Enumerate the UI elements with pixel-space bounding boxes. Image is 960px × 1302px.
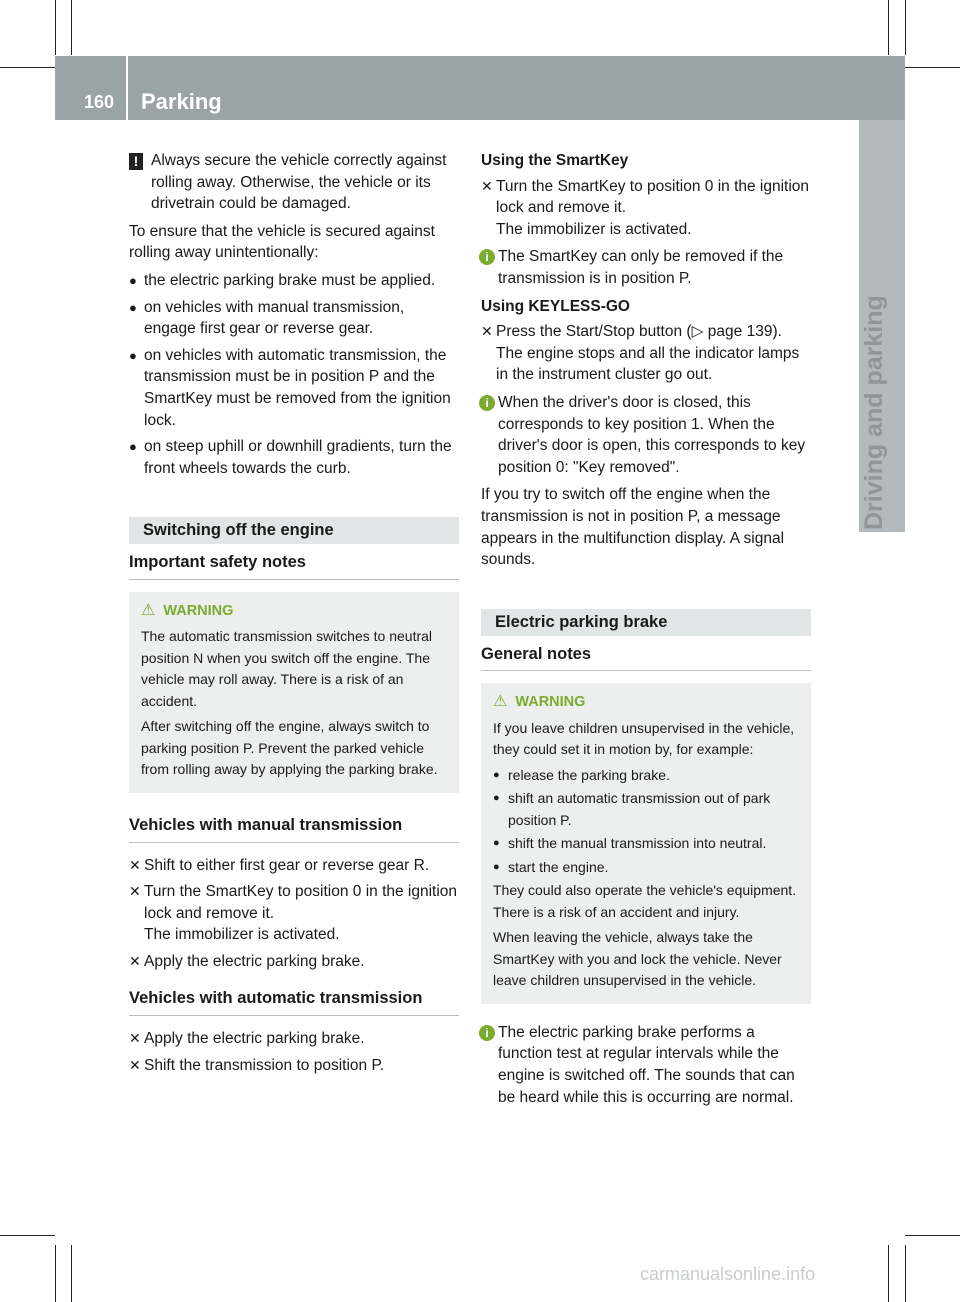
list-item-text: start the engine.	[508, 858, 609, 875]
action-step	[129, 951, 459, 973]
bullet-icon: ●	[493, 860, 500, 873]
page-header	[55, 56, 905, 120]
list-item	[129, 270, 459, 292]
caution-text: Always secure the vehicle correctly against rolling away. Otherwise, the vehicle or its drivetrain could be damaged.	[151, 152, 447, 213]
warning-box	[129, 592, 459, 793]
info-note	[481, 1022, 811, 1108]
bullet-icon: ●	[129, 347, 137, 363]
action-arrow-icon: ✕	[481, 177, 493, 194]
crop-mark	[55, 0, 56, 55]
step-text: Turn the SmartKey to position 0 in the ignition lock and remove it.	[144, 883, 458, 922]
list-item-text: the electric parking brake must be applied.	[144, 271, 436, 289]
action-step	[481, 176, 811, 219]
list-item-text: on vehicles with manual transmission, engage first gear or reverse gear.	[144, 298, 405, 338]
bullet-icon: ●	[493, 768, 500, 781]
header-divider	[126, 56, 128, 120]
warning-text: If you leave children unsupervised in the vehicle, they could set it in motion by, for example:	[493, 719, 795, 758]
warning-title: WARNING	[515, 694, 586, 711]
side-tab-label: Driving and parking	[860, 295, 888, 530]
subsection-heading: Vehicles with automatic transmission	[129, 988, 459, 1016]
crop-mark	[905, 1235, 960, 1236]
warning-title: WARNING	[163, 602, 234, 619]
bullet-icon: ●	[493, 792, 500, 805]
section-heading: Electric parking brake	[481, 609, 811, 636]
action-step	[481, 321, 811, 343]
list-item-text: on vehicles with automatic transmission, the transmission must be in position P and the SmartKey must be removed from the ignition lock.	[144, 346, 451, 429]
crop-mark	[888, 1245, 889, 1302]
warning-text: They could also operate the vehicle's equipment. There is a risk of an accident and injury.	[493, 882, 797, 920]
step-text: Shift the transmission to position P.	[144, 1056, 385, 1074]
warning-header	[141, 600, 449, 623]
action-step	[129, 1028, 459, 1050]
crop-mark	[905, 67, 960, 68]
bullet-icon: ●	[129, 299, 137, 315]
crop-mark	[888, 0, 889, 55]
info-icon: i	[479, 395, 495, 411]
step-text: Apply the electric parking brake.	[144, 1030, 365, 1048]
crop-mark	[905, 1245, 906, 1302]
subsection-heading: Vehicles with manual transmission	[129, 815, 459, 843]
subsection-heading: General notes	[481, 644, 811, 672]
warning-triangle-icon: ⚠	[493, 693, 508, 711]
info-icon: i	[479, 1025, 495, 1041]
action-arrow-icon: ✕	[129, 1056, 141, 1073]
crop-mark	[905, 0, 906, 55]
action-arrow-icon: ✕	[129, 1030, 141, 1047]
warning-triangle-icon: ⚠	[141, 601, 156, 619]
step-result: The immobilizer is activated.	[144, 926, 340, 944]
list-item	[129, 297, 459, 340]
info-text: When the driver's door is closed, this corresponds to key position 1. When the driver's door is open, this corresponds to key position 0: "Key removed".	[498, 393, 806, 476]
warning-box	[481, 683, 811, 1004]
list-item	[493, 788, 801, 831]
action-step	[129, 855, 459, 877]
list-item	[493, 833, 801, 855]
left-column	[129, 150, 459, 1081]
crop-mark	[55, 1245, 56, 1302]
watermark: carmanualsonline.info	[640, 1264, 816, 1284]
step-text: Turn the SmartKey to position 0 in the ignition lock and remove it.	[496, 177, 810, 217]
step-text: Press the Start/Stop button (▷ page 139).	[496, 323, 782, 341]
list-item-text: on steep uphill or downhill gradients, turn the front wheels towards the curb.	[144, 438, 452, 477]
body-paragraph: If you try to switch off the engine when the transmission is not in position P, a message appears in the multifunction display. A signal sounds.	[481, 486, 785, 569]
crop-mark	[0, 1235, 55, 1236]
action-step	[129, 881, 459, 924]
caution-note	[129, 150, 459, 215]
paragraph-heading: Using the SmartKey	[481, 152, 629, 169]
right-column	[481, 150, 811, 1114]
caution-icon: !	[129, 153, 143, 170]
action-arrow-icon: ✕	[129, 952, 141, 969]
list-item-text: release the parking brake.	[508, 766, 670, 783]
warning-text: The automatic transmission switches to neutral position N when you switch off the engine. The vehicle may roll away. There is a risk of an accident.	[141, 628, 433, 709]
action-arrow-icon: ✕	[481, 323, 493, 340]
bullet-icon: ●	[493, 837, 500, 850]
warning-text: After switching off the engine, always switch to parking position P. Prevent the parked vehicle from rolling away by applying the parking brake.	[141, 718, 438, 778]
section-heading: Switching off the engine	[129, 517, 459, 544]
info-note	[481, 246, 811, 289]
list-item-text: shift an automatic transmission out of park position P.	[508, 790, 771, 828]
info-text: The SmartKey can only be removed if the transmission is in position P.	[498, 248, 784, 287]
step-text: Apply the electric parking brake.	[144, 952, 365, 970]
action-arrow-icon: ✕	[129, 856, 141, 873]
page-title: Parking	[141, 89, 222, 114]
page-number: 160	[84, 92, 115, 112]
action-arrow-icon: ✕	[129, 883, 141, 900]
crop-mark	[71, 1245, 72, 1302]
action-step	[129, 1055, 459, 1077]
list-item-text: shift the manual transmission into neutral.	[508, 835, 767, 852]
info-note	[481, 392, 811, 478]
subsection-heading: Important safety notes	[129, 552, 459, 580]
info-icon: i	[479, 249, 495, 265]
bullet-icon: ●	[129, 439, 137, 455]
step-result: The immobilizer is activated.	[496, 220, 692, 238]
list-item	[493, 857, 801, 879]
crop-mark	[0, 67, 55, 68]
crop-mark	[71, 0, 72, 55]
bullet-icon: ●	[129, 272, 137, 288]
info-text: The electric parking brake performs a function test at regular intervals while the engine is switched off. The sounds that can be heard while this is occurring are normal.	[498, 1023, 795, 1106]
list-item	[129, 436, 459, 479]
step-text: Shift to either first gear or reverse gear R.	[144, 856, 430, 874]
step-result: The engine stops and all the indicator lamps in the instrument cluster go out.	[496, 344, 800, 384]
warning-header	[493, 691, 801, 714]
warning-text: When leaving the vehicle, always take the SmartKey with you and lock the vehicle. Never leave children unsupervised in the vehicle.	[493, 929, 782, 989]
list-item	[493, 765, 801, 787]
paragraph-heading: Using KEYLESS-GO	[481, 297, 630, 315]
list-item	[129, 345, 459, 431]
intro-text: To ensure that the vehicle is secured against rolling away unintentionally:	[129, 222, 435, 262]
